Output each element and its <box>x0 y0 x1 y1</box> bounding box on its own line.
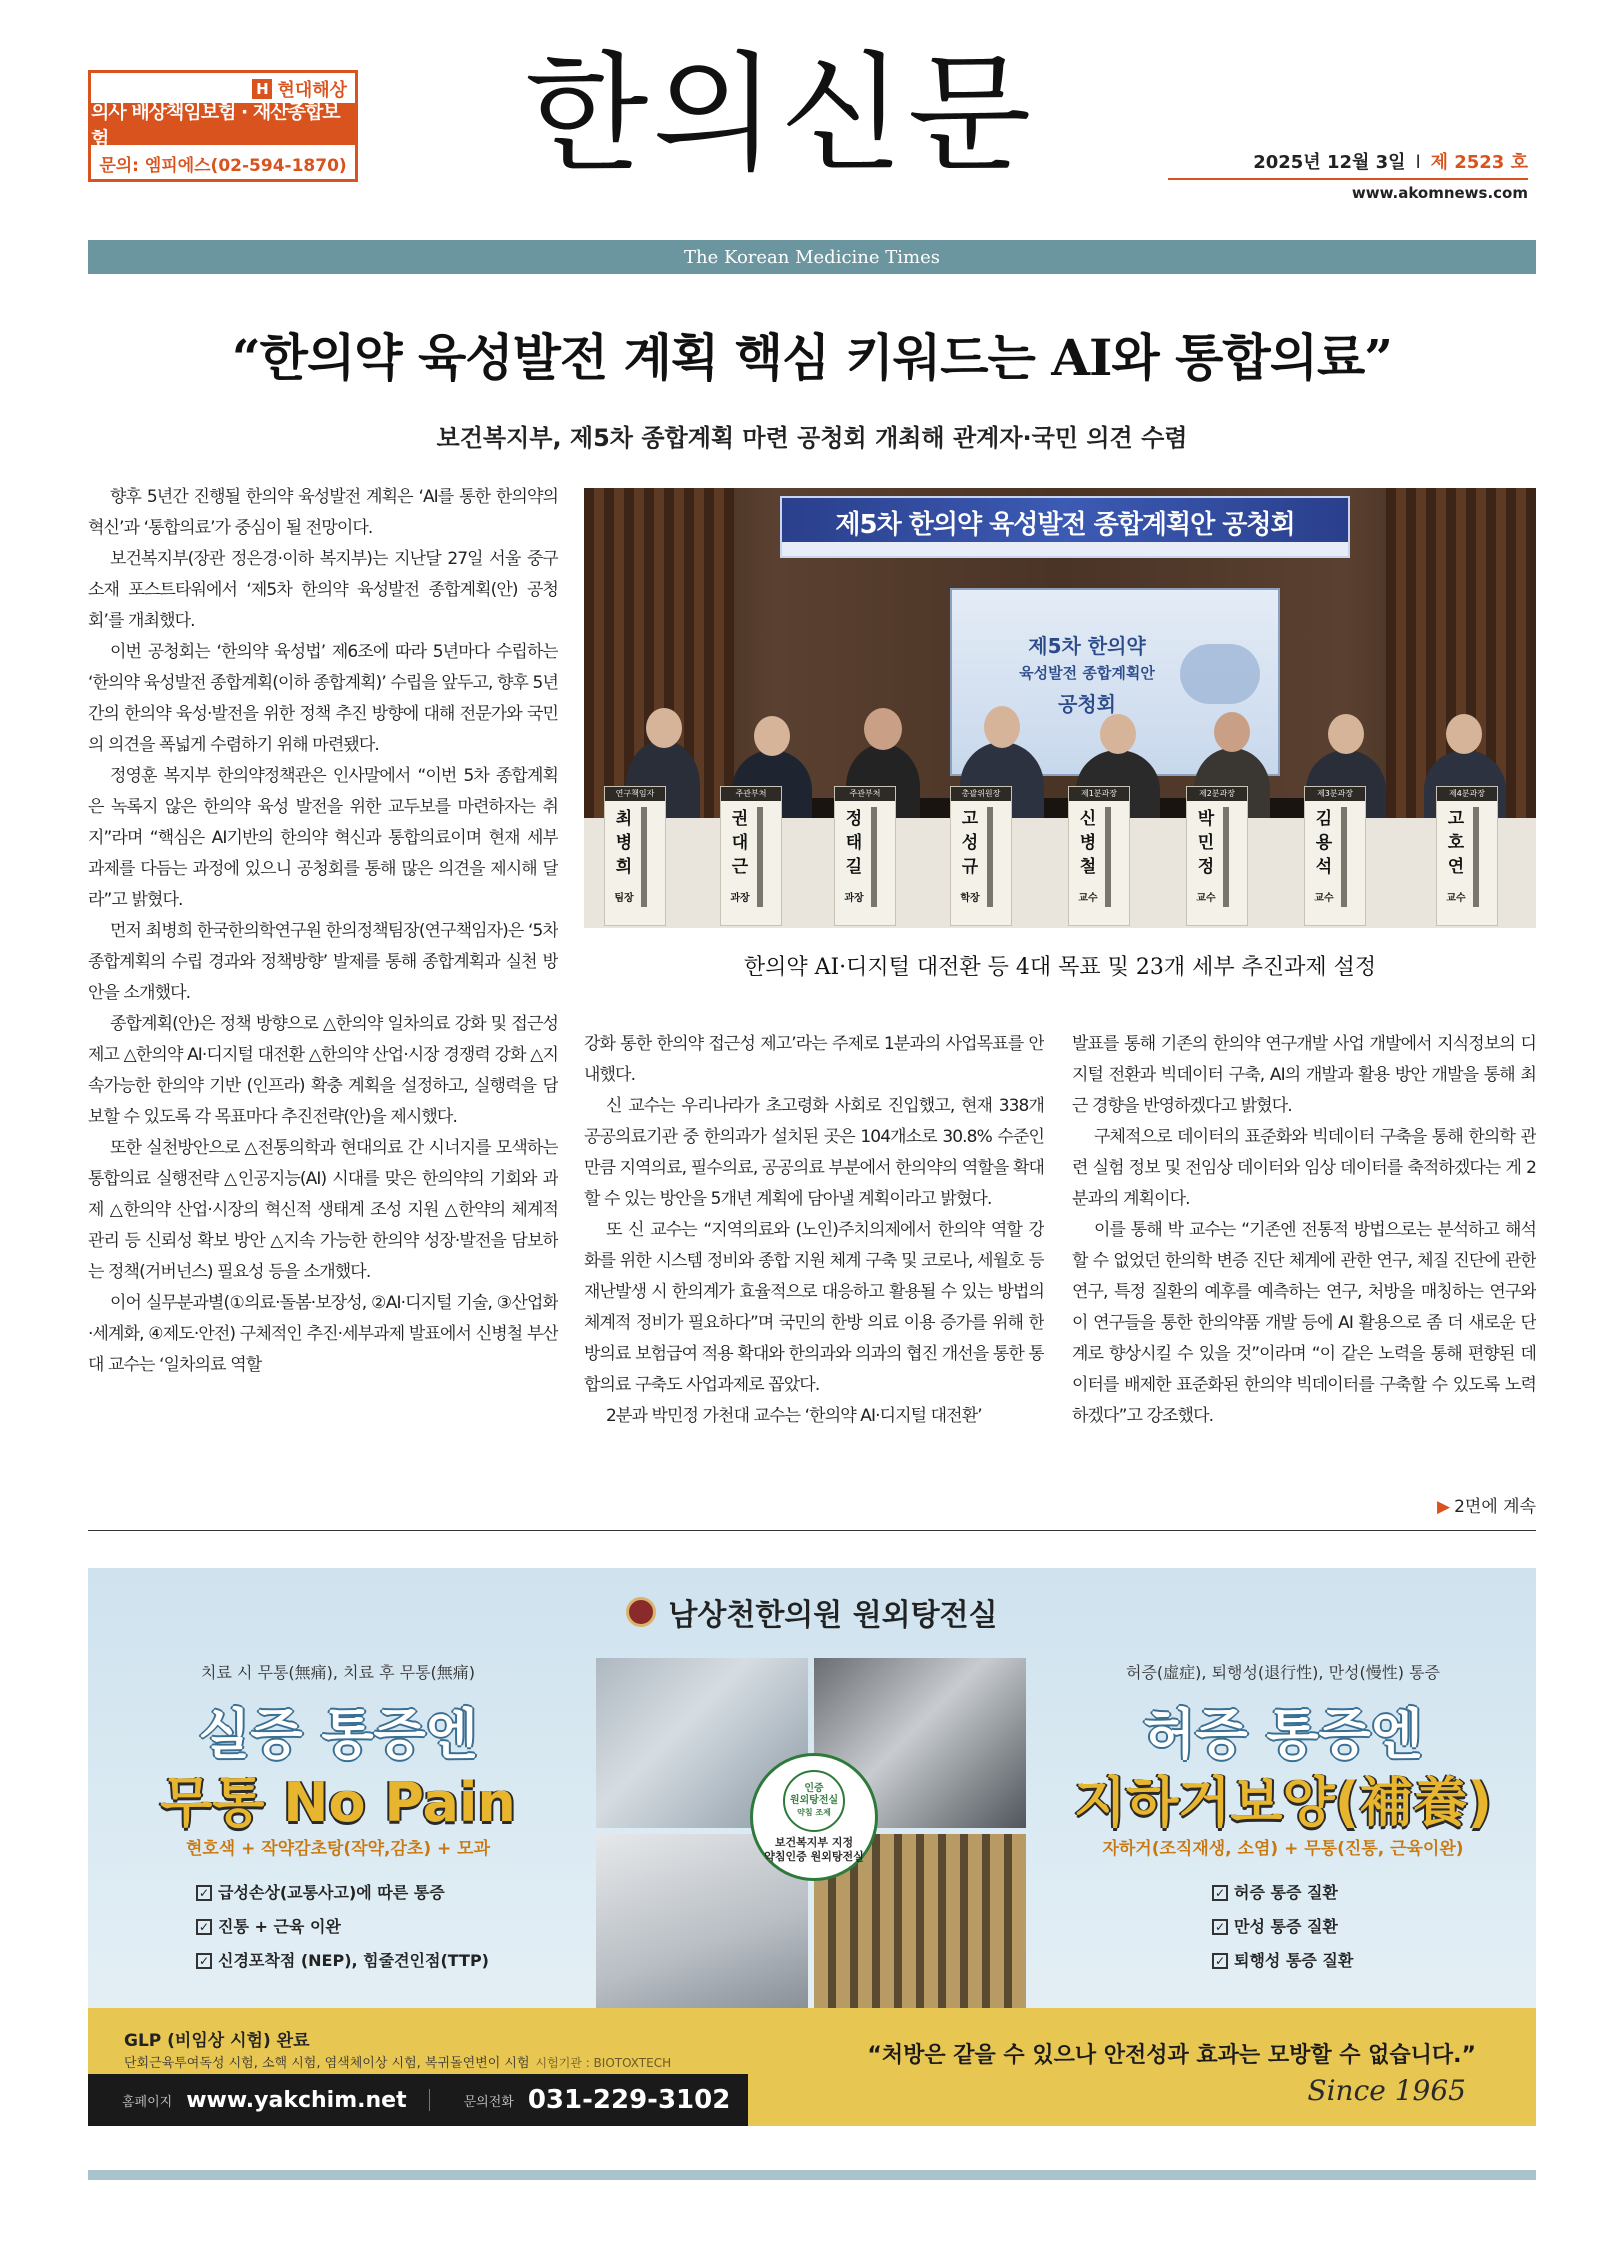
checkbox-icon: ✓ <box>1212 1885 1228 1901</box>
clinic-emblem-icon <box>626 1597 656 1627</box>
placard-title: 과장 <box>844 893 864 904</box>
article-column-2 <box>584 1029 1044 1544</box>
paragraph: 이를 통해 박 교수는 “기존엔 전통적 방법으로는 분석하고 해석할 수 없었던 한의학 변증 진단 체계에 관한 연구, 체질 진단에 관한 연구, 특정 질환의 예후를 예측하는 연구, 처방을 매칭하는 연구와 이 연구들을 통한 한의약품 개발 등에 AI 활용으로 좀 더 새로운 단계로 향상시킬 수 있을 것”이라며 “이 같은 노력을 통해 편향된 데이터를 배제한 표준화된 한의약 빅데이터를 구축할 수 있도록 노력하겠다”고 강조했다. <box>1072 1220 1536 1426</box>
placard-affiliation <box>1341 807 1347 907</box>
footer-bar <box>88 2170 1536 2180</box>
placard-affiliation <box>987 807 993 907</box>
seal-line: 인증 <box>804 1783 824 1794</box>
list-item <box>1212 1876 1353 1910</box>
ad-slogan: “처방은 같을 수 있으나 안전성과 효과는 모방할 수 없습니다.” <box>867 2043 1476 2068</box>
placard-affiliation <box>757 807 763 907</box>
paragraph: 구체적으로 데이터의 표준화와 빅데이터 구축을 통해 한의학 관련 실험 정보 및 전임상 데이터와 임상 데이터를 축적하겠다는 게 2분과의 계획이다. <box>1072 1127 1536 1209</box>
placard-name: 최병희 <box>615 809 633 877</box>
article-column-1 <box>88 482 558 1538</box>
name-placard <box>604 786 666 926</box>
placard-role: 제2분과장 <box>1187 787 1247 801</box>
list-item <box>196 1944 489 1978</box>
ad-clinic-name: 남상천한의원 원외탕전실 <box>668 1598 998 1633</box>
list-item <box>1212 1910 1353 1944</box>
continued-label: 2면에 계속 <box>1454 1497 1536 1517</box>
placard-affiliation <box>1473 807 1479 907</box>
paragraph: 또 신 교수는 “지역의료와 (노인)주치의제에서 한의약 역할 강화를 위한 시스템 정비와 종합 지원 체계 구축 및 코로나, 세월호 등 재난발생 시 한의계가 효율적으로 대응하고 활용될 수 있는 방법의 체계적 정비가 필요하다”며 국민의 한방 의료 이용 증가를 위해 한방의료 보험급여 적용 확대와 한의과와 의과의 협진 개선을 통한 통합의료 구축도 사업과제로 꼽았다. <box>584 1220 1044 1395</box>
ad-right-list <box>1212 1876 1353 1978</box>
article-photo <box>584 488 1536 928</box>
screen-illustration <box>1180 644 1260 704</box>
panelist-head <box>754 716 790 756</box>
placard-name: 정태길 <box>845 809 863 877</box>
placard-title: 교수 <box>1446 893 1466 904</box>
homepage-label: 홈페이지 <box>122 2094 173 2110</box>
seal-inner <box>783 1770 845 1832</box>
paragraph: 향후 5년간 진행될 한의약 육성발전 계획은 ‘AI를 통한 한의약의 혁신’과 ‘통합의료’가 중심이 될 전망이다. <box>88 487 558 538</box>
issue-number: 제 2523 호 <box>1430 152 1528 173</box>
paragraph: 발표를 통해 기존의 한의약 연구개발 사업 개발에서 지식정보의 디지털 전환과 빅데이터 구축, AI의 개발과 활용 방안 개발을 통해 최근 경향을 반영하겠다고 밝혔다. <box>1072 1034 1536 1116</box>
list-item-label: 퇴행성 통증 질환 <box>1234 1951 1354 1970</box>
placard-role: 제4분과장 <box>1437 787 1497 801</box>
ad-left-list <box>196 1876 489 1978</box>
list-item-label: 신경포착점 (NEP), 힘줄견인점(TTP) <box>218 1951 489 1970</box>
glp-subtitle <box>124 2052 671 2071</box>
glp-title: GLP (비임상 시험) 완료 <box>124 2031 310 2051</box>
placard-title: 교수 <box>1078 893 1098 904</box>
placard-role: 제1분과장 <box>1069 787 1129 801</box>
placard-role: 연구책임자 <box>605 787 665 801</box>
banner-meta-strip <box>782 542 1348 556</box>
screen-line: 육성발전 종합계획안 <box>1019 664 1155 682</box>
name-placard <box>834 786 896 926</box>
placard-role: 주관부처 <box>835 787 895 801</box>
paragraph: 먼저 최병희 한국한의학연구원 한의정책팀장(연구책임자)은 ‘5차 종합계획의 수립 경과와 정책방향’ 발제를 통해 종합계획과 실천 방안을 소개했다. <box>88 921 558 1003</box>
name-placard <box>720 786 782 926</box>
seal-caption-line: 보건복지부 지정 <box>774 1836 854 1849</box>
insurance-brand-label: 현대해상 <box>277 80 347 101</box>
paragraph: 이번 공청회는 ‘한의약 육성법’ 제6조에 따라 5년마다 수립하는 ‘한의약 육성발전 종합계획(이하 종합계획)’ 수립을 앞두고, 향후 5년간의 한의약 육성·발전을 위한 정책 추진 방향에 대해 전문가와 국민의 의견을 폭넓게 수렴하기 위해 마련됐다. <box>88 642 558 755</box>
name-placard <box>1186 786 1248 926</box>
checkbox-icon: ✓ <box>196 1953 212 1969</box>
continued-link[interactable] <box>1437 1492 1536 1517</box>
stage-banner <box>780 496 1350 558</box>
list-item-label: 진통 + 근육 이완 <box>218 1917 341 1936</box>
list-item-label: 허증 통증 질환 <box>1234 1883 1338 1902</box>
panelist-head <box>1328 714 1364 754</box>
ad-left-formula: 현호색 + 작약감초탕(작약,감초) + 모과 <box>185 1839 491 1859</box>
section-divider <box>88 1530 1536 1531</box>
paragraph: 이어 실무분과별(①의료·돌봄·보장성, ②AI·디지털 기술, ③산업화·세계화, ④제도·안전) 구체적인 추진·세부과제 발표에서 신병철 부산대 교수는 ‘일차의료 역할 <box>88 1293 558 1375</box>
website-link[interactable]: www.akomnews.com <box>1351 184 1528 202</box>
panelist-head <box>1446 714 1482 754</box>
ad-since: Since 1965 <box>1307 2074 1466 2107</box>
panelist-head <box>984 706 1020 748</box>
list-item-label: 급성손상(교통사고)에 따른 통증 <box>218 1883 445 1902</box>
placard-affiliation <box>871 807 877 907</box>
ad-contact-bar <box>88 2074 748 2126</box>
photo-caption: 한의약 AI·디지털 대전환 등 4대 목표 및 23개 세부 추진과제 설정 <box>743 955 1377 980</box>
name-placard <box>1436 786 1498 926</box>
placard-title: 팀장 <box>614 893 634 904</box>
placard-name: 김용석 <box>1315 809 1333 877</box>
placard-title: 교수 <box>1314 893 1334 904</box>
checkbox-icon: ✓ <box>196 1885 212 1901</box>
ad-left-gold: 무통 No Pain <box>160 1771 516 1834</box>
list-item <box>1212 1944 1353 1978</box>
placard-title: 과장 <box>730 893 750 904</box>
panelist-head <box>864 708 902 750</box>
masthead-band: The Korean Medicine Times <box>88 240 1536 274</box>
checkbox-icon: ✓ <box>1212 1953 1228 1969</box>
ad-right-formula: 자하거(조직재생, 소염) + 무통(진통, 근육이완) <box>1102 1839 1464 1859</box>
panelist-head <box>1214 712 1250 752</box>
ad-left-headline: 실증 통증엔 <box>198 1703 478 1766</box>
ad-right-headline: 허증 통증엔 <box>1143 1703 1423 1766</box>
paragraph: 또한 실천방안으로 △전통의학과 현대의료 간 시너지를 모색하는 통합의료 실행전략 △인공지능(AI) 시대를 맞은 한의약의 기회와 과제 △한의약 산업·시장의 혁신적 생태계 조성 지원 △한약의 체계적 관리 등 신뢰성 확보 방안 △지속 가능한 한의약 성장·발전을 담보하는 정책(거버넌스) 필요성 등을 소개했다. <box>88 1138 558 1282</box>
placard-affiliation <box>1105 807 1111 907</box>
ad-right-gold: 지하거보양(補養) <box>1073 1771 1493 1834</box>
placard-role: 총괄위원장 <box>951 787 1011 801</box>
banner-title: 제5차 한의약 육성발전 종합계획안 공청회 <box>835 510 1295 540</box>
placard-affiliation <box>1223 807 1229 907</box>
hyundai-logo-icon: H <box>252 79 272 99</box>
insurance-main: 의사 배상책임보험 · 재산종합보험 <box>91 103 355 145</box>
screen-line: 제5차 한의약 <box>1028 634 1146 658</box>
placard-title: 학장 <box>960 893 980 904</box>
ad-left-small: 치료 시 무통(無痛), 치료 후 무통(無痛) <box>200 1663 476 1682</box>
paragraph: 신 교수는 우리나라가 초고령화 사회로 진입했고, 현재 338개 공공의료기관 중 한의과가 설치된 곳은 104개소로 30.8% 수준인 만큼 지역의료, 필수의료, 공공의료 부분에서 한의약의 역할을 확대할 수 있는 방안을 5개년 계획에 담아낼 계획이라고 밝혔다. <box>584 1096 1044 1209</box>
divider <box>429 2089 430 2111</box>
homepage-link[interactable]: www.yakchim.net <box>186 2087 407 2113</box>
paragraph: 종합계획(안)은 정책 방향으로 △한의약 일차의료 강화 및 접근성 제고 △한의약 AI·디지털 대전환 △한의약 산업·시장 경쟁력 강화 △지속가능한 한의약 기반 (인프라) 확충 계획을 설정하고, 실행력을 담보할 수 있도록 각 목표마다 추진전략(안)을 제시했다. <box>88 1014 558 1127</box>
newspaper-title: 한의신문 <box>524 40 1036 189</box>
phone-label: 문의전화 <box>463 2094 514 2110</box>
issue-date: 2025년 12월 3일 <box>1253 152 1406 173</box>
ad-clinic-header <box>88 1590 1536 1634</box>
glp-tests: 단회근육투여독성 시험, 소핵 시험, 염색체이상 시험, 복귀돌연변이 시험 <box>124 2056 530 2071</box>
triangle-right-icon: ▶ <box>1437 1497 1451 1517</box>
checkbox-icon: ✓ <box>196 1919 212 1935</box>
article-subhead: 보건복지부, 제5차 종합계획 마련 공청회 개최해 관계자·국민 의견 수렴 <box>436 424 1188 452</box>
certification-seal <box>750 1753 878 1881</box>
panelist-head <box>1100 714 1136 754</box>
seal-line: 원외탕전실 <box>789 1795 839 1806</box>
list-item <box>196 1876 489 1910</box>
placard-name: 고호연 <box>1447 809 1465 877</box>
placard-name: 권대근 <box>731 809 749 877</box>
placard-affiliation <box>641 807 647 907</box>
seal-caption <box>764 1836 863 1864</box>
name-placard <box>1068 786 1130 926</box>
name-placard <box>950 786 1012 926</box>
article-column-3 <box>1072 1029 1536 1509</box>
placard-role: 주관부처 <box>721 787 781 801</box>
article-headline: “한의약 육성발전 계획 핵심 키워드는 AI와 통합의료” <box>231 328 1393 387</box>
phone-number[interactable]: 031-229-3102 <box>527 2085 731 2115</box>
seal-line: 약침 조제 <box>797 1808 831 1817</box>
name-placard <box>1304 786 1366 926</box>
placard-name: 박민정 <box>1197 809 1215 877</box>
insurance-ad-box[interactable] <box>88 70 358 182</box>
placard-role: 제3분과장 <box>1305 787 1365 801</box>
placard-name: 고성규 <box>961 809 979 877</box>
ad-right-small: 허증(虛症), 퇴행성(退行性), 만성(慢性) 통증 <box>1126 1663 1440 1682</box>
seal-caption-line: 약침인증 원외탕전실 <box>764 1850 864 1863</box>
glp-agency: 시험기관 : BIOTOXTECH <box>535 2056 672 2070</box>
issue-separator: l <box>1415 152 1421 173</box>
placard-name: 신병철 <box>1079 809 1097 877</box>
paragraph: 정영훈 복지부 한의약정책관은 인사말에서 “이번 5차 종합계획은 녹록지 않은 한의약 육성 발전을 위한 교두보를 마련하자는 취지”라며 “핵심은 AI기반의 한의약 혁신과 통합의료이며 현재 세부 과제를 다듬는 과정에 있으니 공청회를 통해 많은 의견을 제시해 달라”고 밝혔다. <box>88 766 558 910</box>
screen-line: 공청회 <box>1058 692 1116 716</box>
panelist-head <box>646 708 682 748</box>
paragraph: 강화 통한 한의약 접근성 제고’라는 주제로 1분과의 사업목표를 안내했다. <box>584 1034 1044 1085</box>
paragraph: 보건복지부(장관 정은경·이하 복지부)는 지난달 27일 서울 중구 소재 포스트타워에서 ‘제5차 한의약 육성발전 종합계획(안) 공청회’를 개최했다. <box>88 549 558 631</box>
checkbox-icon: ✓ <box>1212 1919 1228 1935</box>
clinic-advertisement[interactable] <box>88 1568 1536 2126</box>
insurance-contact: 문의: 엠피에스(02-594-1870) <box>99 155 347 176</box>
list-item-label: 만성 통증 질환 <box>1234 1917 1338 1936</box>
paragraph: 2분과 박민정 가천대 교수는 ‘한의약 AI·디지털 대전환’ <box>606 1406 982 1426</box>
list-item <box>196 1910 489 1944</box>
placard-title: 교수 <box>1196 893 1216 904</box>
issue-info <box>1168 148 1528 180</box>
